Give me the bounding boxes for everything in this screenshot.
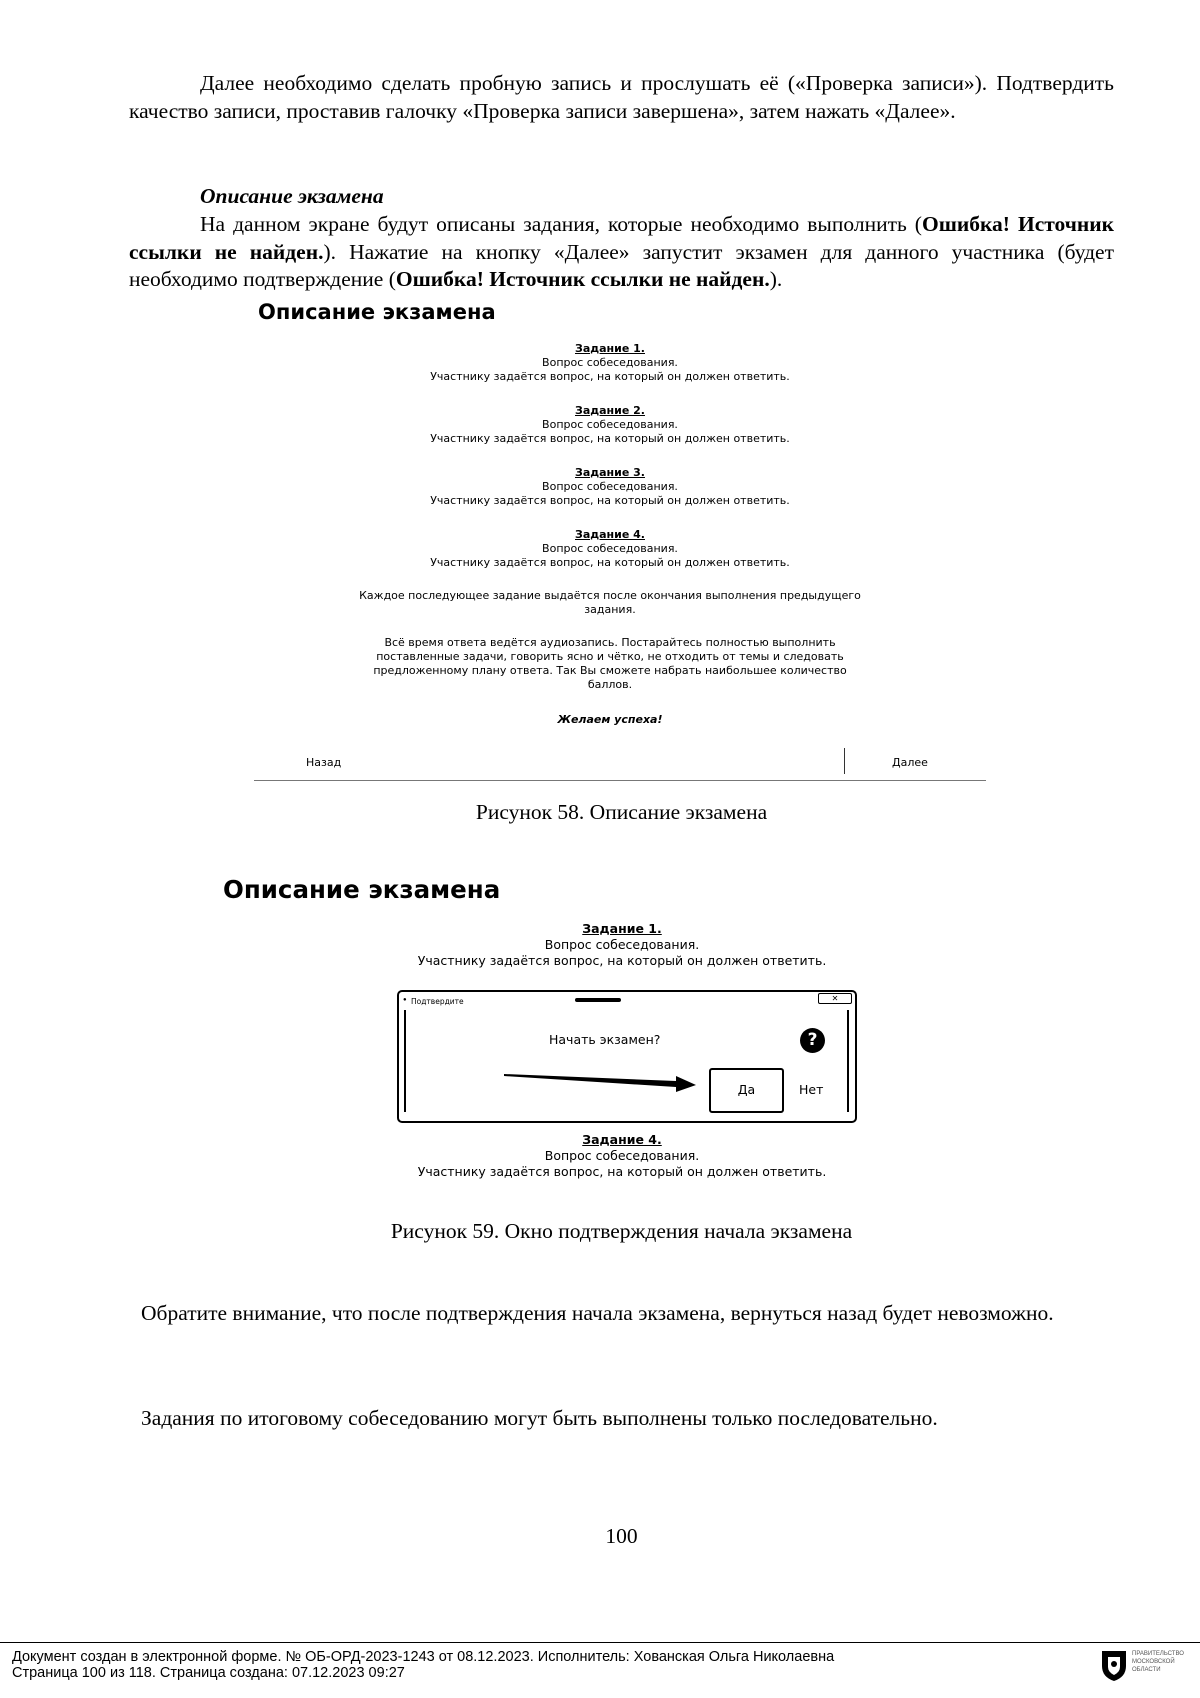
fig58-task-4 (310, 528, 910, 570)
section-paragraph (129, 211, 1114, 294)
note-line: поставленные задачи, говорить ясно и чётко, не отходить от темы и следовать (376, 650, 844, 663)
intro-paragraph: Далее необходимо сделать пробную запись и прослушать её («Проверка записи»). Подтвердить качество записи, проставив галочку «Проверка записи завершена», затем нажать «Далее». (129, 71, 1114, 123)
fig59-task-1 (322, 921, 922, 969)
redacted-mark (575, 998, 621, 1002)
dialog-bullet-icon: ● (403, 997, 407, 1003)
task-line: Участнику задаётся вопрос, на который он должен ответить. (417, 953, 827, 968)
task-line: Вопрос собеседования. (542, 356, 678, 369)
logo-text: ПРАВИТЕЛЬСТВО МОСКОВСКОЙ ОБЛАСТИ (1132, 1651, 1184, 1673)
yes-button[interactable]: Да (709, 1068, 784, 1113)
close-icon[interactable]: ✕ (818, 993, 852, 1004)
footer-line-2: Страница 100 из 118. Страница создана: 07.12.2023 09:27 (12, 1665, 405, 1681)
next-button[interactable]: Далее (892, 756, 928, 769)
fig58-screen-title: Описание экзамена (258, 300, 496, 324)
confirm-dialog (397, 990, 857, 1123)
dialog-title: Подтвердите (411, 997, 464, 1006)
task-title: Задание 1. (582, 921, 662, 936)
dialog-left-rule (404, 1010, 406, 1112)
task-line: Вопрос собеседования. (542, 480, 678, 493)
task-line: Вопрос собеседования. (542, 418, 678, 431)
nav-divider (844, 748, 845, 774)
section-heading: Описание экзамена (200, 184, 384, 208)
page-number: 100 (605, 1524, 638, 1548)
section-text-1: На данном экране будут описаны задания, которые необходимо выполнить ( (200, 212, 922, 236)
note-line: задания. (584, 603, 636, 616)
help-icon: ? (800, 1028, 825, 1053)
note-line: Каждое последующее задание выдаётся после окончания выполнения предыдущего (359, 589, 861, 602)
attention-note: Обратите внимание, что после подтверждения начала экзамена, вернуться назад будет невозможно. (141, 1301, 1054, 1325)
task-line: Участнику задаётся вопрос, на который он должен ответить. (430, 432, 790, 445)
task-line: Вопрос собеседования. (542, 542, 678, 555)
broken-ref-1: Ошибка! Источник ссылки не найден. (129, 212, 1114, 264)
footer-line-1: Документ создан в электронной форме. № ОБ-ОРД-2023-1243 от 08.12.2023. Исполнитель: Хованская Ольга Николаевна (12, 1649, 835, 1665)
sequential-note: Задания по итоговому собеседованию могут быть выполнены только последовательно. (141, 1406, 938, 1430)
note-line: Всё время ответа ведётся аудиозапись. Постарайтесь полностью выполнить (384, 636, 836, 649)
task-line: Вопрос собеседования. (544, 937, 700, 952)
task-line: Участнику задаётся вопрос, на который он должен ответить. (417, 1164, 827, 1179)
section-text-2: ). Нажатие на кнопку «Далее» запустит экзамен для данного участника (будет необходимо подтверждение ( (129, 239, 1114, 291)
footer-text (12, 1649, 834, 1681)
fig58-wish: Желаем успеха! (557, 713, 663, 726)
fig58-task-1 (310, 342, 910, 384)
fig58-note-sequence (310, 589, 910, 617)
note-line: баллов. (587, 678, 633, 691)
fig58-task-3 (310, 466, 910, 508)
task-title: Задание 1. (575, 342, 645, 355)
task-line: Вопрос собеседования. (544, 1148, 700, 1163)
task-title: Задание 2. (575, 404, 645, 417)
nav-bottom-line (254, 780, 986, 781)
task-title: Задание 4. (582, 1132, 662, 1147)
task-title: Задание 3. (575, 466, 645, 479)
fig59-screen-title: Описание экзамена (223, 875, 501, 904)
no-button[interactable]: Нет (799, 1082, 824, 1097)
task-line: Участнику задаётся вопрос, на который он должен ответить. (430, 556, 790, 569)
footer-rule (0, 1642, 1200, 1643)
dialog-right-rule (847, 1010, 849, 1112)
task-line: Участнику задаётся вопрос, на который он должен ответить. (430, 494, 790, 507)
task-title: Задание 4. (575, 528, 645, 541)
fig58-note-recording (310, 636, 910, 692)
note-line: предложенному плану ответа. Так Вы сможете набрать наибольшее количество (373, 664, 847, 677)
arrow-icon (504, 1066, 698, 1092)
fig59-task-4 (322, 1132, 922, 1180)
broken-ref-2: Ошибка! Источник ссылки не найден. (395, 267, 770, 291)
section-text-3: ). (769, 267, 783, 291)
fig58-task-2 (310, 404, 910, 446)
coat-of-arms-icon (1100, 1648, 1128, 1682)
figure58-caption: Рисунок 58. Описание экзамена (475, 800, 768, 824)
figure59-caption: Рисунок 59. Окно подтверждения начала экзамена (390, 1219, 853, 1243)
dialog-question: Начать экзамен? (549, 1032, 661, 1047)
back-button[interactable]: Назад (306, 756, 342, 769)
task-line: Участнику задаётся вопрос, на который он должен ответить. (430, 370, 790, 383)
